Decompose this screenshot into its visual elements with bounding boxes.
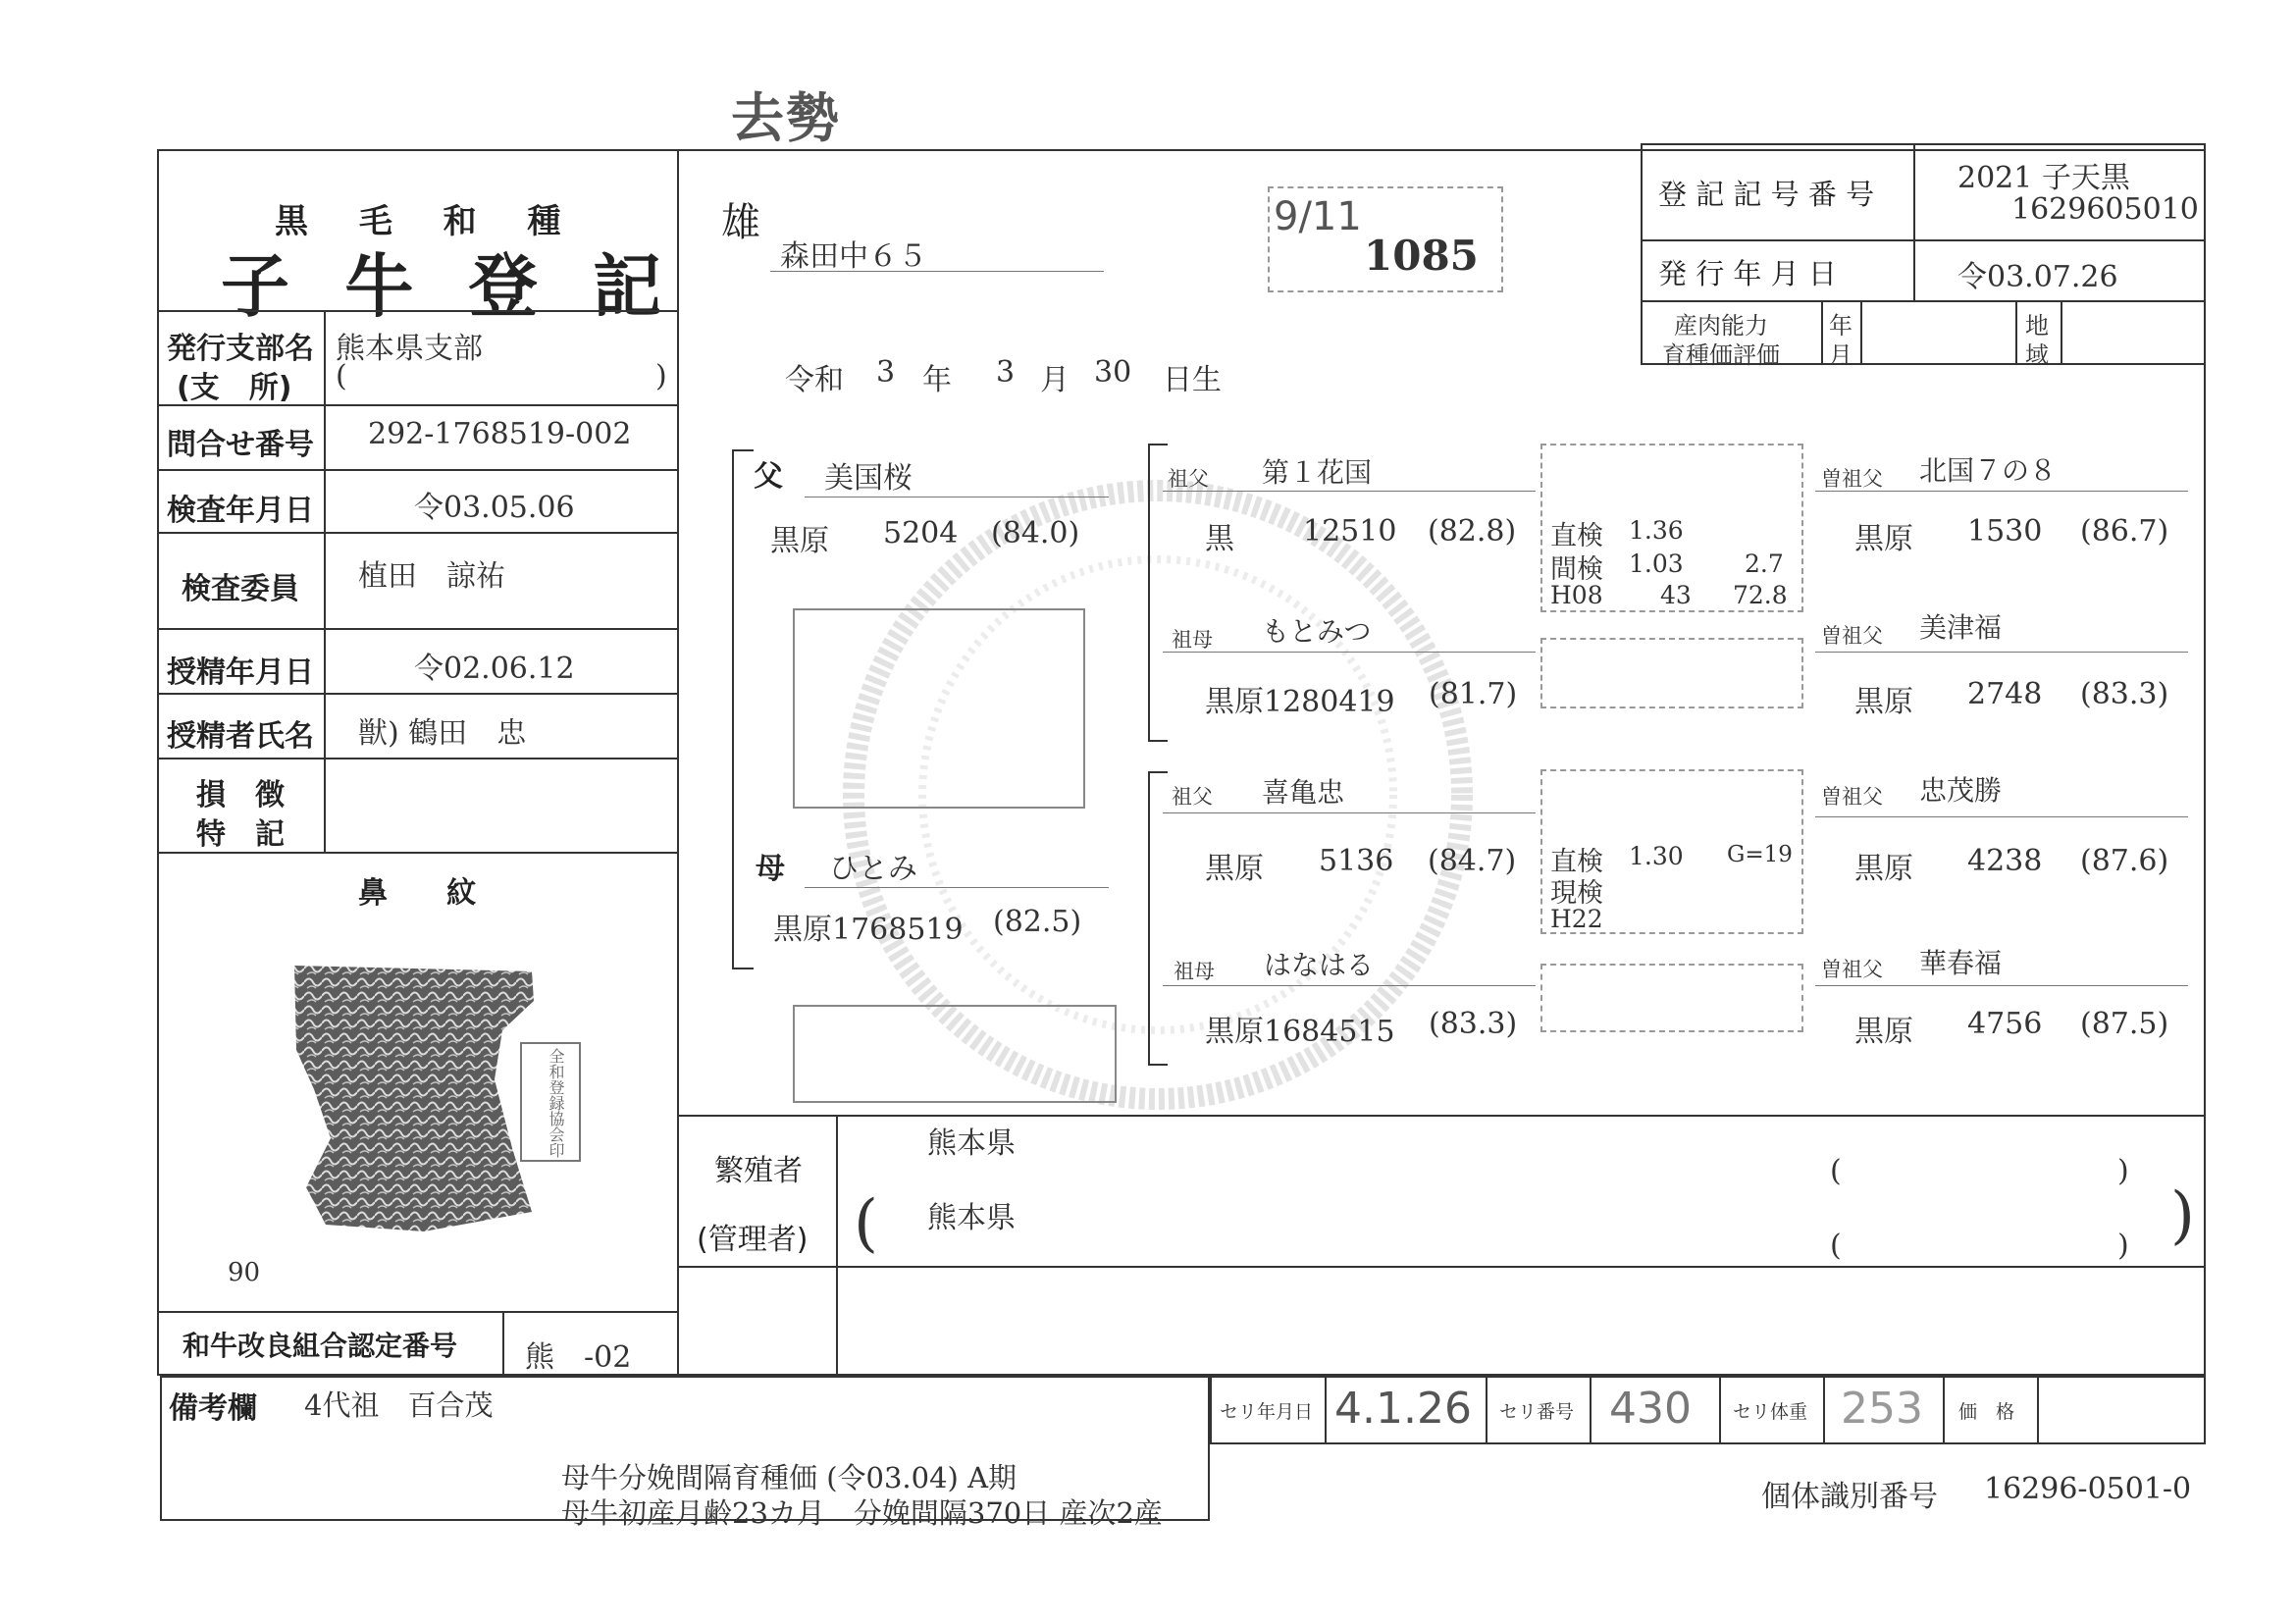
ss-label: 祖父: [1168, 467, 1209, 491]
castration-stamp: 去勢: [731, 87, 841, 149]
birth-day: 30: [1094, 355, 1132, 390]
registration-number-line1: 2021 子天黒: [1957, 161, 2130, 195]
defect-remark-label: 特 記: [196, 817, 285, 852]
birth-year: 3: [876, 355, 896, 390]
breed-label: 黒 毛 和 種: [275, 202, 581, 241]
dds-name: 華春福: [1919, 947, 2003, 979]
sss-registry: 黒原: [1854, 522, 1913, 556]
noseprint-image: [287, 962, 542, 1236]
ss-score: (82.8): [1428, 514, 1517, 549]
manager-paren-open: (: [1830, 1229, 1842, 1263]
ss-eval-label-3: H08: [1550, 581, 1603, 609]
sds-number: 2748: [1967, 677, 2043, 711]
ds-eval-label-3: H22: [1550, 905, 1603, 933]
ds-eval-label-2: 現検: [1550, 878, 1603, 909]
year-label: 年: [1829, 312, 1852, 340]
birth-day-unit: 日生: [1163, 363, 1222, 397]
dam-photo-box: [793, 1005, 1117, 1103]
ds-eval-label-1: 直検: [1550, 847, 1603, 877]
ds-eval-value-1: 1.30: [1629, 842, 1684, 870]
inquiry-number: 292-1768519-002: [368, 417, 632, 451]
birth-year-unit: 年: [922, 363, 952, 397]
ds-registry: 黒原: [1205, 852, 1264, 886]
ds-eval-g: G=19: [1727, 842, 1793, 867]
association-seal: 全和登録協会印: [520, 1042, 581, 1162]
manager-label: (管理者): [697, 1223, 809, 1257]
sire-registry: 黒原: [770, 524, 829, 558]
issue-date-value: 令03.07.26: [1957, 260, 2118, 294]
inseminator-label: 授精者氏名: [167, 719, 314, 754]
dds-registry: 黒原: [1854, 1015, 1913, 1049]
manager-big-paren-open: (: [854, 1187, 878, 1260]
manager-big-paren-close: ): [2170, 1179, 2195, 1252]
sd-name: もとみつ: [1262, 615, 1372, 648]
breeder-label: 繁殖者: [714, 1154, 803, 1188]
birth-month: 3: [996, 355, 1016, 390]
ss-eval-value-3b: 72.8: [1733, 581, 1788, 609]
handwritten-number: 1085: [1364, 232, 1479, 280]
ss-number: 12510: [1303, 514, 1397, 549]
dam-label: 母: [756, 852, 785, 886]
dds-score: (87.5): [2080, 1007, 2169, 1041]
sire-photo-box: [793, 608, 1085, 809]
sss-name: 北国７の８: [1919, 454, 2058, 487]
dd-name: はなはる: [1264, 949, 1375, 981]
auction-number-value: 430: [1609, 1384, 1692, 1434]
inspection-date-label: 検査年月日: [167, 494, 314, 528]
dd-registry: 黒原1684515: [1205, 1015, 1395, 1049]
ss-eval-value-1: 1.36: [1629, 516, 1684, 545]
month-label: 月: [1829, 341, 1852, 369]
branch-paren-close: ): [655, 359, 667, 393]
ss-name: 第１花国: [1262, 456, 1373, 489]
remarks-line-1: 4代祖 百合茂: [304, 1388, 494, 1422]
sd-registry: 黒原1280419: [1205, 685, 1395, 719]
defect-label: 損 徴: [196, 778, 285, 812]
ss-registry: 黒: [1205, 522, 1234, 556]
sds-score: (83.3): [2080, 677, 2169, 711]
breeder-paren-close: ): [2117, 1154, 2129, 1188]
ss-eval-value-2b: 2.7: [1745, 550, 1784, 578]
ds-number: 5136: [1319, 844, 1394, 878]
birth-era: 令和: [785, 363, 844, 397]
dd-score: (83.3): [1429, 1007, 1518, 1041]
remarks-line-3: 母牛初産月齢23カ月 分娩間隔370日 産次2産: [561, 1496, 1163, 1530]
ds-score: (84.7): [1428, 844, 1517, 878]
sds-label: 曽祖父: [1821, 624, 1883, 648]
sd-score: (81.7): [1429, 677, 1518, 711]
branch-paren-open: (: [336, 359, 347, 393]
branch-value: 熊本県支部: [336, 332, 483, 366]
ds-label: 祖父: [1172, 785, 1213, 809]
sire-score: (84.0): [991, 516, 1080, 550]
issue-date-label: 発 行 年 月 日: [1658, 257, 1837, 290]
sds-name: 美津福: [1919, 611, 2003, 644]
remarks-label: 備考欄: [169, 1391, 257, 1426]
region-label-2: 域: [2025, 341, 2049, 369]
handwritten-date: 9/11: [1274, 194, 1362, 239]
inseminator-name: 獣) 鶴田 忠: [358, 716, 527, 751]
birth-month-unit: 月: [1040, 363, 1070, 397]
dss-number: 4238: [1967, 844, 2043, 878]
sss-number: 1530: [1967, 514, 2043, 549]
dss-label: 曽祖父: [1821, 785, 1883, 809]
dss-registry: 黒原: [1854, 852, 1913, 886]
noseprint-label: 鼻 紋: [358, 876, 476, 911]
document-title: 子 牛 登 記: [221, 246, 678, 327]
manager-prefecture: 熊本県: [927, 1201, 1016, 1235]
noseprint-number: 90: [228, 1258, 261, 1287]
insemination-date-value: 令02.06.12: [414, 652, 575, 686]
sss-score: (86.7): [2080, 514, 2169, 549]
dam-registry: 黒原1768519: [773, 913, 964, 947]
auction-date-value: 4.1.26: [1334, 1384, 1472, 1434]
sss-label: 曽祖父: [1821, 467, 1883, 491]
individual-id-label: 個体識別番号: [1761, 1480, 1938, 1514]
branch-sub-label: (支 所): [177, 371, 292, 405]
left-column-divider: [677, 149, 679, 1376]
calf-name: 森田中６５: [780, 239, 927, 274]
auction-date-label: セリ年月日: [1220, 1401, 1314, 1423]
manager-paren-close: ): [2117, 1229, 2129, 1263]
association-number-value: 熊 -02: [525, 1340, 632, 1375]
ss-eval-value-2a: 1.03: [1629, 550, 1684, 578]
inspector-label: 検査委員: [182, 572, 299, 606]
breeding-value-label: 育種価評価: [1662, 341, 1780, 369]
association-number-label: 和牛改良組合認定番号: [183, 1330, 458, 1362]
remarks-line-2: 母牛分娩間隔育種価 (令03.04) A期: [561, 1461, 1018, 1494]
inspection-date-value: 令03.05.06: [414, 491, 575, 525]
sire-label: 父: [754, 459, 783, 494]
auction-weight-value: 253: [1841, 1384, 1923, 1434]
ss-eval-value-3a: 43: [1660, 581, 1692, 609]
sd-label: 祖母: [1172, 628, 1213, 652]
dss-name: 忠茂勝: [1919, 774, 2003, 807]
meat-ability-label: 産肉能力: [1674, 312, 1768, 340]
ss-eval-label-1: 直検: [1550, 521, 1603, 551]
region-label: 地: [2025, 312, 2049, 340]
dss-score: (87.6): [2080, 844, 2169, 878]
dds-number: 4756: [1967, 1007, 2043, 1041]
auction-price-label: 価 格: [1958, 1401, 2015, 1423]
registration-number-line2: 1629605010: [2011, 192, 2199, 227]
ss-eval-label-2: 間検: [1550, 554, 1603, 585]
inspector-name: 植田 諒祐: [358, 559, 505, 594]
dd-evaluation-box: [1540, 964, 1803, 1032]
ds-name: 喜亀忠: [1262, 776, 1345, 809]
insemination-date-label: 授精年月日: [167, 655, 314, 690]
inquiry-label: 問合せ番号: [167, 428, 314, 462]
sire-name: 美国桜: [824, 461, 913, 496]
sd-evaluation-box: [1540, 638, 1803, 708]
sex-label: 雄: [721, 200, 760, 245]
individual-id-value: 16296-0501-0: [1984, 1472, 2192, 1506]
registration-number-label: 登 記 記 号 番 号: [1658, 178, 1875, 211]
auction-number-label: セリ番号: [1499, 1401, 1575, 1423]
dam-name: ひとみ: [829, 852, 917, 886]
sds-registry: 黒原: [1854, 685, 1913, 719]
breeder-paren-open: (: [1830, 1154, 1842, 1188]
breeder-prefecture: 熊本県: [927, 1126, 1016, 1161]
branch-label: 発行支部名: [167, 332, 314, 366]
dds-label: 曽祖父: [1821, 958, 1883, 981]
dd-label: 祖母: [1174, 960, 1215, 983]
auction-weight-label: セリ体重: [1733, 1401, 1808, 1423]
dam-score: (82.5): [993, 905, 1082, 939]
sire-number: 5204: [883, 516, 959, 550]
